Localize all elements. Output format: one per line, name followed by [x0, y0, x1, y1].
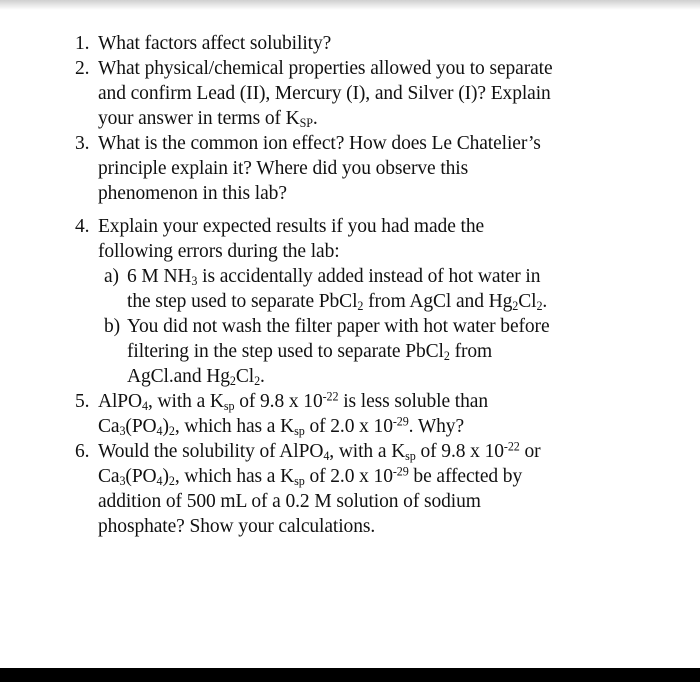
part-letter: a)	[104, 266, 119, 287]
question-text-line: What factors affect solubility?	[98, 33, 332, 54]
question-text-line: addition of 500 mL of a 0.2 M solution of sodium	[98, 491, 481, 512]
part-text-line: You did not wash the filter paper with hot water before	[127, 316, 550, 337]
question-text-line: phenomenon in this lab?	[98, 183, 287, 204]
question-number: 6.	[75, 441, 90, 462]
question-text-line: and confirm Lead (II), Mercury (I), and Silver (I)? Explain	[98, 83, 551, 104]
question-number: 2.	[75, 58, 90, 79]
question-text-line: AlPO$_4$, with a $K_{sp}$ of 9.8 x $10^{-22}$ is less soluble than	[98, 389, 488, 414]
question-text-line: Would the solubility of AlPO$_4$, with a $K_{sp}$ of 9.8 x $10^{-22}$ or	[98, 439, 541, 464]
question-3	[75, 131, 675, 206]
question-number: 1.	[75, 33, 90, 54]
question-5	[75, 389, 675, 439]
question-text-line: $Ca_3(PO_4)_2$, which has a $K_{sp}$ of 2.0 x $10^{-29}$. Why?	[98, 414, 465, 439]
question-text-line: principle explain it? Where did you observe this	[98, 158, 469, 179]
part-letter: b)	[104, 316, 121, 337]
question-text-line: following errors during the lab:	[98, 241, 340, 262]
part-text-line: 6 M $NH_3$ is accidentally added instead of hot water in	[127, 266, 541, 289]
question-2	[75, 56, 675, 131]
question-text-line: phosphate? Show your calculations.	[98, 516, 376, 537]
question-1	[75, 31, 675, 56]
part-text-line: filtering in the step used to separate PbCl$_2$ from	[127, 341, 493, 364]
question-6	[75, 439, 675, 539]
question-number: 3.	[75, 133, 90, 154]
question-text-line: What is the common ion effect? How does Le Chatelier’s	[98, 133, 541, 154]
question-text-line: Explain your expected results if you had made the	[98, 216, 485, 237]
question-list	[75, 31, 675, 539]
question-4-part-b	[75, 314, 675, 389]
question-4	[75, 214, 675, 264]
question-4-part-a	[75, 264, 675, 314]
part-text-line: the step used to separate PbCl$_2$ from AgCl and $Hg_2Cl_2$.	[127, 291, 548, 314]
question-text-line: $Ca_3(PO_4)_2$, which has a $K_{sp}$ of 2.0 x $10^{-29}$ be affected by	[98, 464, 523, 489]
part-text-line: AgCl.and $Hg_2Cl_2$.	[127, 366, 265, 389]
question-text-line: your answer in terms of $K_{SP}$.	[98, 108, 318, 131]
question-number: 5.	[75, 391, 90, 412]
question-text-line: What physical/chemical properties allowed you to separate	[98, 58, 553, 79]
question-number: 4.	[75, 216, 90, 237]
